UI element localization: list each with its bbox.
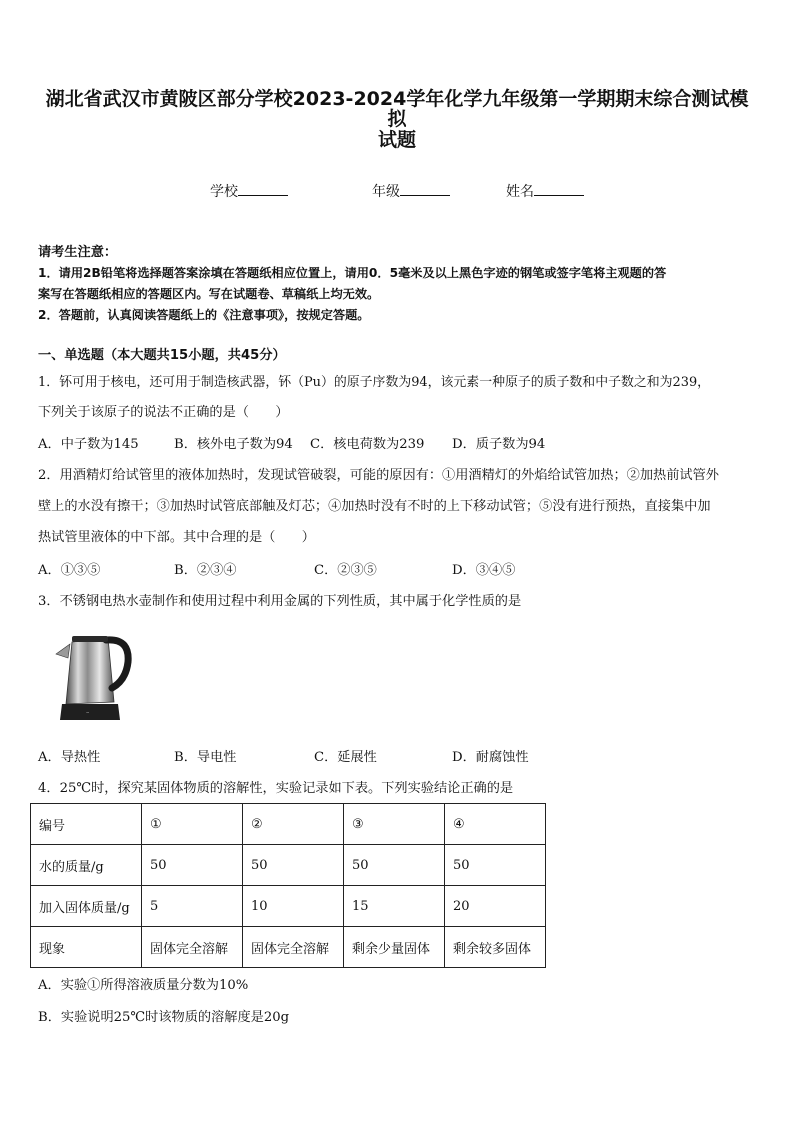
name-label: 姓名 [506,184,534,200]
q1-option-b: B．核外电子数为94 [174,437,293,452]
table-cell: 编号 [31,804,142,845]
page-title-line2: 试题 [377,129,416,151]
q2-line3: 热试管里液体的中下部。其中合理的是（ ） [38,530,315,545]
q3-option-b: B．导电性 [174,750,237,765]
kettle-logo: ~ [86,710,90,715]
table-row [31,845,546,886]
table-cell: 水的质量/g [31,845,142,886]
notice-heading: 请考生注意： [38,245,118,260]
table-cell: 10 [243,886,344,927]
q2-line1: 2．用酒精灯给试管里的液体加热时，发现试管破裂，可能的原因有：①用酒精灯的外焰给试管加热；②加热前试管外 [38,468,719,483]
table-cell: ① [142,804,243,845]
grade-blank [400,183,450,196]
q1-line2: 下列关于该原子的说法不正确的是（ ） [38,405,289,420]
q1-line1: 1．钚可用于核电，还可用于制造核武器，钚（Pu）的原子序数为94，该元素一种原子的质子数和中子数之和为239， [38,375,711,390]
q1-option-d: D．质子数为94 [452,437,546,452]
table-cell: 剩余少量固体 [344,927,445,968]
section-heading: 一、单选题（本大题共15小题，共45分） [38,348,286,363]
name-field [506,181,584,201]
school-field [210,181,288,201]
table-cell: 固体完全溶解 [142,927,243,968]
table-cell: 剩余较多固体 [445,927,546,968]
q2-line2: 壁上的水没有擦干；③加热时试管底部触及灯芯；④加热时没有不时的上下移动试管；⑤没有进行预热，直接集中加 [38,499,711,514]
q1-option-a: A．中子数为145 [38,437,139,452]
notice-item1-line1: 1．请用2B铅笔将选择题答案涂填在答题纸相应位置上，请用0．5毫米及以上黑色字迹的钢笔或签字笔将主观题的答 [38,266,667,280]
q2-option-b: B．②③④ [174,563,237,578]
table-cell: ③ [344,804,445,845]
table-cell: 15 [344,886,445,927]
school-blank [238,183,288,196]
table-cell: 50 [142,845,243,886]
table-cell: 50 [344,845,445,886]
notice-item1-line2: 案写在答题纸相应的答题区内。写在试题卷、草稿纸上均无效。 [38,287,380,301]
table-cell: 50 [445,845,546,886]
q2-option-c: C．②③⑤ [314,563,377,578]
grade-label: 年级 [372,184,400,200]
table-cell: 20 [445,886,546,927]
q2-option-a: A．①③⑤ [38,563,101,578]
table-row [31,927,546,968]
school-label: 学校 [210,184,238,200]
table-row [31,886,546,927]
q3-option-d: D．耐腐蚀性 [452,750,529,765]
q3-option-c: C．延展性 [314,750,377,765]
electric-kettle-image [50,628,150,728]
table-row [31,804,546,845]
q4-line1: 4．25℃时，探究某固体物质的溶解性，实验记录如下表。下列实验结论正确的是 [38,781,514,796]
q4-option-b: B．实验说明25℃时该物质的溶解度是20g [38,1010,290,1025]
q3-option-a: A．导热性 [38,750,101,765]
table-cell: 5 [142,886,243,927]
table-cell: ② [243,804,344,845]
experiment-table [30,803,546,968]
table-cell: 加入固体质量/g [31,886,142,927]
grade-field [372,181,450,201]
q2-option-d: D．③④⑤ [452,563,516,578]
q1-option-c: C．核电荷数为239 [310,437,425,452]
table-cell: ④ [445,804,546,845]
table-cell: 现象 [31,927,142,968]
notice-item2: 2．答题前，认真阅读答题纸上的《注意事项》，按规定答题。 [38,308,370,322]
name-blank [534,183,584,196]
page-title-line1: 湖北省武汉市黄陂区部分学校2023-2024学年化学九年级第一学期期末综合测试模拟 [45,88,749,130]
q4-option-a: A．实验①所得溶液质量分数为10% [38,978,249,993]
q3-line1: 3．不锈钢电热水壶制作和使用过程中利用金属的下列性质，其中属于化学性质的是 [38,594,522,609]
table-cell: 固体完全溶解 [243,927,344,968]
table-cell: 50 [243,845,344,886]
